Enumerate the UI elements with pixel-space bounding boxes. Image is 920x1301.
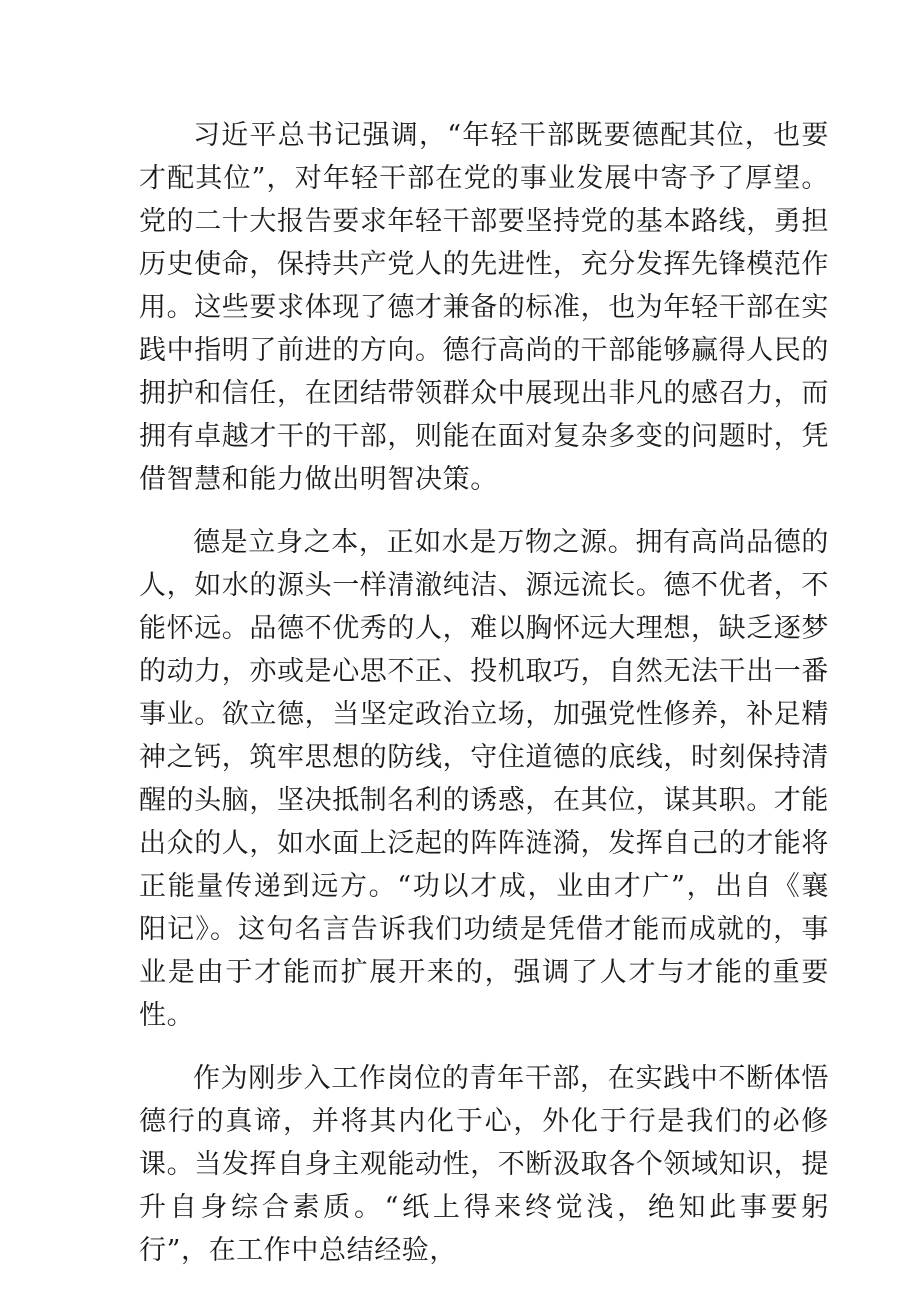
paragraph-3: 作为刚步入工作岗位的青年干部，在实践中不断体悟德行的真谛，并将其内化于心，外化于行是我们的必修课。当发挥自身主观能动性，不断汲取各个领域知识，提升自身综合素质。“纸上得来终觉浅，绝知此事要躬行”，在工作中总结经验， [139, 1063, 829, 1266]
paragraph-1: 习近平总书记强调，“年轻干部既要德配其位，也要才配其位”，对年轻干部在党的事业发展中寄予了厚望。党的二十大报告要求年轻干部要坚持党的基本路线，勇担历史使命，保持共产党人的先进性，充分发挥先锋模范作用。这些要求体现了德才兼备的标准，也为年轻干部在实践中指明了前进的方向。德行高尚的干部能够赢得人民的拥护和信任，在团结带领群众中展现出非凡的感召力，而拥有卓越才干的干部，则能在面对复杂多变的问题时，凭借智慧和能力做出明智决策。 [139, 120, 829, 495]
document-body [139, 114, 829, 1292]
paragraph-2: 德是立身之本，正如水是万物之源。拥有高尚品德的人，如水的源头一样清澈纯洁、源远流长。德不优者，不能怀远。品德不优秀的人，难以胸怀远大理想，缺乏逐梦的动力，亦或是心思不正、投机取巧，自然无法干出一番事业。欲立德，当坚定政治立场，加强党性修养，补足精神之钙，筑牢思想的防线，守住道德的底线，时刻保持清醒的头脑，坚决抵制名利的诱惑，在其位，谋其职。才能出众的人，如水面上泛起的阵阵涟漪，发挥自己的才能将正能量传递到远方。“功以才成，业由才广”，出自《襄阳记》。这句名言告诉我们功绩是凭借才能而成就的，事业是由于才能而扩展开来的，强调了人才与才能的重要性。 [139, 527, 829, 1031]
